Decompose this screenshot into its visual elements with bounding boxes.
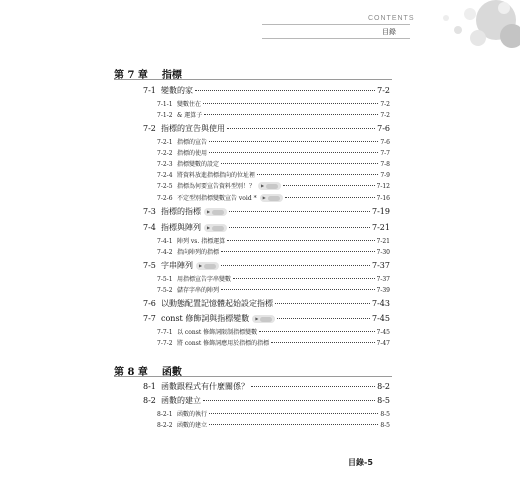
subsection-title: & 運算子 xyxy=(177,112,203,119)
section-title: const 修飾詞與指標變數 xyxy=(161,314,250,323)
page-number: 7-2 xyxy=(380,112,390,119)
dot-leader xyxy=(229,211,370,212)
page-number: 7-16 xyxy=(376,195,390,202)
page-number: 7-6 xyxy=(377,124,390,133)
subsection-title: 變數住在 xyxy=(177,101,202,108)
section-number: 7-7 xyxy=(143,314,156,323)
page-number: 7-2 xyxy=(377,86,390,95)
page-number: 7-2 xyxy=(380,101,390,108)
page-number: 7-30 xyxy=(376,249,390,256)
chapter-rule xyxy=(114,79,392,80)
toc-section[interactable] xyxy=(143,206,390,217)
toc-section[interactable] xyxy=(143,85,390,96)
subsection-number: 7-2-1 xyxy=(157,139,173,146)
header-contents-word: CONTENTS xyxy=(368,15,415,22)
chapter-title: 指標 xyxy=(161,70,182,81)
subsection-number: 7-5-1 xyxy=(157,276,173,283)
toc-section[interactable] xyxy=(143,395,390,406)
section-number: 7-2 xyxy=(143,124,156,133)
dot-leader xyxy=(204,114,378,115)
toc-subsection[interactable] xyxy=(157,285,390,294)
section-number: 7-1 xyxy=(143,86,156,95)
toc-subsection[interactable] xyxy=(157,409,390,418)
video-badge-icon: ▶ xyxy=(204,208,227,216)
subsection-title: 指標的宣告 xyxy=(177,139,208,146)
dot-leader xyxy=(275,303,370,304)
subsection-title: 陣列 vs. 指標運算 xyxy=(177,238,226,245)
subsection-number: 7-7-2 xyxy=(157,340,173,347)
header-title: 目錄 xyxy=(382,28,396,36)
section-number: 7-5 xyxy=(143,261,156,270)
video-badge-icon: ▶ xyxy=(260,194,283,202)
video-badge-icon: ▶ xyxy=(258,182,281,190)
toc-subsection[interactable] xyxy=(157,247,390,256)
header-rule-bottom xyxy=(262,38,410,39)
page-number: 7-19 xyxy=(372,207,390,216)
toc-subsection[interactable] xyxy=(157,159,390,168)
subsection-number: 7-1-1 xyxy=(157,101,173,108)
page-footer: 目錄-5 xyxy=(348,458,373,467)
page-number: 7-6 xyxy=(380,139,390,146)
subsection-title: 指標為何要宣告資料型別！？ xyxy=(177,183,256,190)
dot-leader xyxy=(221,289,375,290)
toc-section[interactable] xyxy=(143,381,390,392)
page-number: 8-5 xyxy=(377,396,390,405)
video-badge-icon: ▶ xyxy=(204,224,227,232)
subsection-title: 指向陣列的指標 xyxy=(177,249,220,256)
toc-subsection[interactable] xyxy=(157,327,390,336)
section-number: 7-6 xyxy=(143,299,156,308)
page-number: 7-39 xyxy=(376,287,390,294)
dot-leader xyxy=(209,152,378,153)
page-number: 7-43 xyxy=(372,299,390,308)
dot-leader xyxy=(259,331,374,332)
toc-subsection[interactable] xyxy=(157,110,390,119)
dot-leader xyxy=(233,278,375,279)
subsection-title: 儲存字串的陣列 xyxy=(177,287,220,294)
page-number: 7-8 xyxy=(380,161,390,168)
dot-leader xyxy=(221,251,375,252)
dot-leader xyxy=(221,163,378,164)
subsection-title: 指標變數的設定 xyxy=(177,161,220,168)
toc-subsection[interactable] xyxy=(157,137,390,146)
subsection-title: 函數的建立 xyxy=(177,422,208,429)
toc-section[interactable] xyxy=(143,313,390,324)
toc-subsection[interactable] xyxy=(157,338,390,347)
toc-subsection[interactable] xyxy=(157,236,390,245)
subsection-number: 7-7-1 xyxy=(157,329,173,336)
subsection-number: 7-2-2 xyxy=(157,150,173,157)
subsection-title: 函數的執行 xyxy=(177,411,208,418)
dot-leader xyxy=(209,413,378,414)
page-number: 7-7 xyxy=(380,150,390,157)
toc-subsection[interactable] xyxy=(157,420,390,429)
section-title: 函數的建立 xyxy=(161,396,201,405)
subsection-title: 將 const 修飾詞應用於指標的指標 xyxy=(177,340,270,347)
dot-leader xyxy=(257,174,378,175)
toc-section[interactable] xyxy=(143,298,390,309)
dot-leader xyxy=(203,400,375,401)
dot-leader xyxy=(277,318,370,319)
video-badge-icon: ▶ xyxy=(196,262,219,270)
header-bubbles-decoration xyxy=(400,0,520,60)
subsection-title: 將資料放進指標指向的位址裡 xyxy=(177,172,256,179)
dot-leader xyxy=(271,342,374,343)
toc-subsection[interactable] xyxy=(157,148,390,157)
subsection-title: 用指標宣告字串變數 xyxy=(177,276,232,283)
toc-subsection[interactable] xyxy=(157,99,390,108)
toc-subsection[interactable] xyxy=(157,170,390,179)
page-number: 7-9 xyxy=(380,172,390,179)
section-title: 以動態配置記憶體起始設定指標 xyxy=(161,299,273,308)
subsection-number: 7-2-3 xyxy=(157,161,173,168)
page-number: 7-45 xyxy=(376,329,390,336)
video-badge-icon: ▶ xyxy=(252,315,275,323)
dot-leader xyxy=(251,386,375,387)
chapter-rule xyxy=(114,376,392,377)
dot-leader xyxy=(203,103,378,104)
chapter-title: 函數 xyxy=(161,367,182,378)
toc-section[interactable] xyxy=(143,123,390,134)
dot-leader xyxy=(195,90,375,91)
header-rule-top xyxy=(262,24,410,25)
page-number: 8-5 xyxy=(380,422,390,429)
subsection-number: 7-4-1 xyxy=(157,238,173,245)
chapter-number: 第 7 章 xyxy=(114,70,148,81)
section-title: 字串陣列 xyxy=(161,261,193,270)
subsection-number: 7-4-2 xyxy=(157,249,173,256)
page-number: 7-21 xyxy=(376,238,390,245)
chapter-number: 第 8 章 xyxy=(114,367,148,378)
dot-leader xyxy=(227,128,375,129)
dot-leader xyxy=(229,227,370,228)
section-title: 函數跟程式有什麼關係？ xyxy=(161,382,249,391)
subsection-number: 7-2-6 xyxy=(157,195,173,202)
page-number: 8-2 xyxy=(377,382,390,391)
section-title: 指標的宣告與使用 xyxy=(161,124,225,133)
page-number: 7-37 xyxy=(372,261,390,270)
subsection-number: 7-2-4 xyxy=(157,172,173,179)
subsection-number: 8-2-1 xyxy=(157,411,173,418)
toc-subsection[interactable] xyxy=(157,181,390,191)
page-number: 7-21 xyxy=(372,223,390,232)
page-number: 7-12 xyxy=(376,183,390,190)
section-number: 8-1 xyxy=(143,382,156,391)
dot-leader xyxy=(227,240,374,241)
subsection-number: 8-2-2 xyxy=(157,422,173,429)
dot-leader xyxy=(221,265,370,266)
subsection-title: 不定型別指標變數宣告 void * xyxy=(177,195,257,202)
page-number: 7-47 xyxy=(376,340,390,347)
dot-leader xyxy=(285,197,375,198)
dot-leader xyxy=(283,185,374,186)
section-title: 指標的指標 xyxy=(161,207,201,216)
toc-section[interactable] xyxy=(143,260,390,271)
dot-leader xyxy=(209,424,378,425)
section-number: 7-4 xyxy=(143,223,156,232)
page-number: 8-5 xyxy=(380,411,390,418)
section-title: 指標與陣列 xyxy=(161,223,201,232)
page-number: 7-37 xyxy=(376,276,390,283)
subsection-number: 7-5-2 xyxy=(157,287,173,294)
subsection-number: 7-2-5 xyxy=(157,183,173,190)
section-number: 7-3 xyxy=(143,207,156,216)
toc-subsection[interactable] xyxy=(157,274,390,283)
dot-leader xyxy=(209,141,378,142)
section-title: 變數的家 xyxy=(161,86,193,95)
toc-subsection[interactable] xyxy=(157,193,390,203)
section-number: 8-2 xyxy=(143,396,156,405)
subsection-number: 7-1-2 xyxy=(157,112,173,119)
toc-section[interactable] xyxy=(143,222,390,233)
subsection-title: 以 const 修飾詞限制指標變數 xyxy=(177,329,258,336)
subsection-title: 指標的使用 xyxy=(177,150,208,157)
page-number: 7-45 xyxy=(372,314,390,323)
